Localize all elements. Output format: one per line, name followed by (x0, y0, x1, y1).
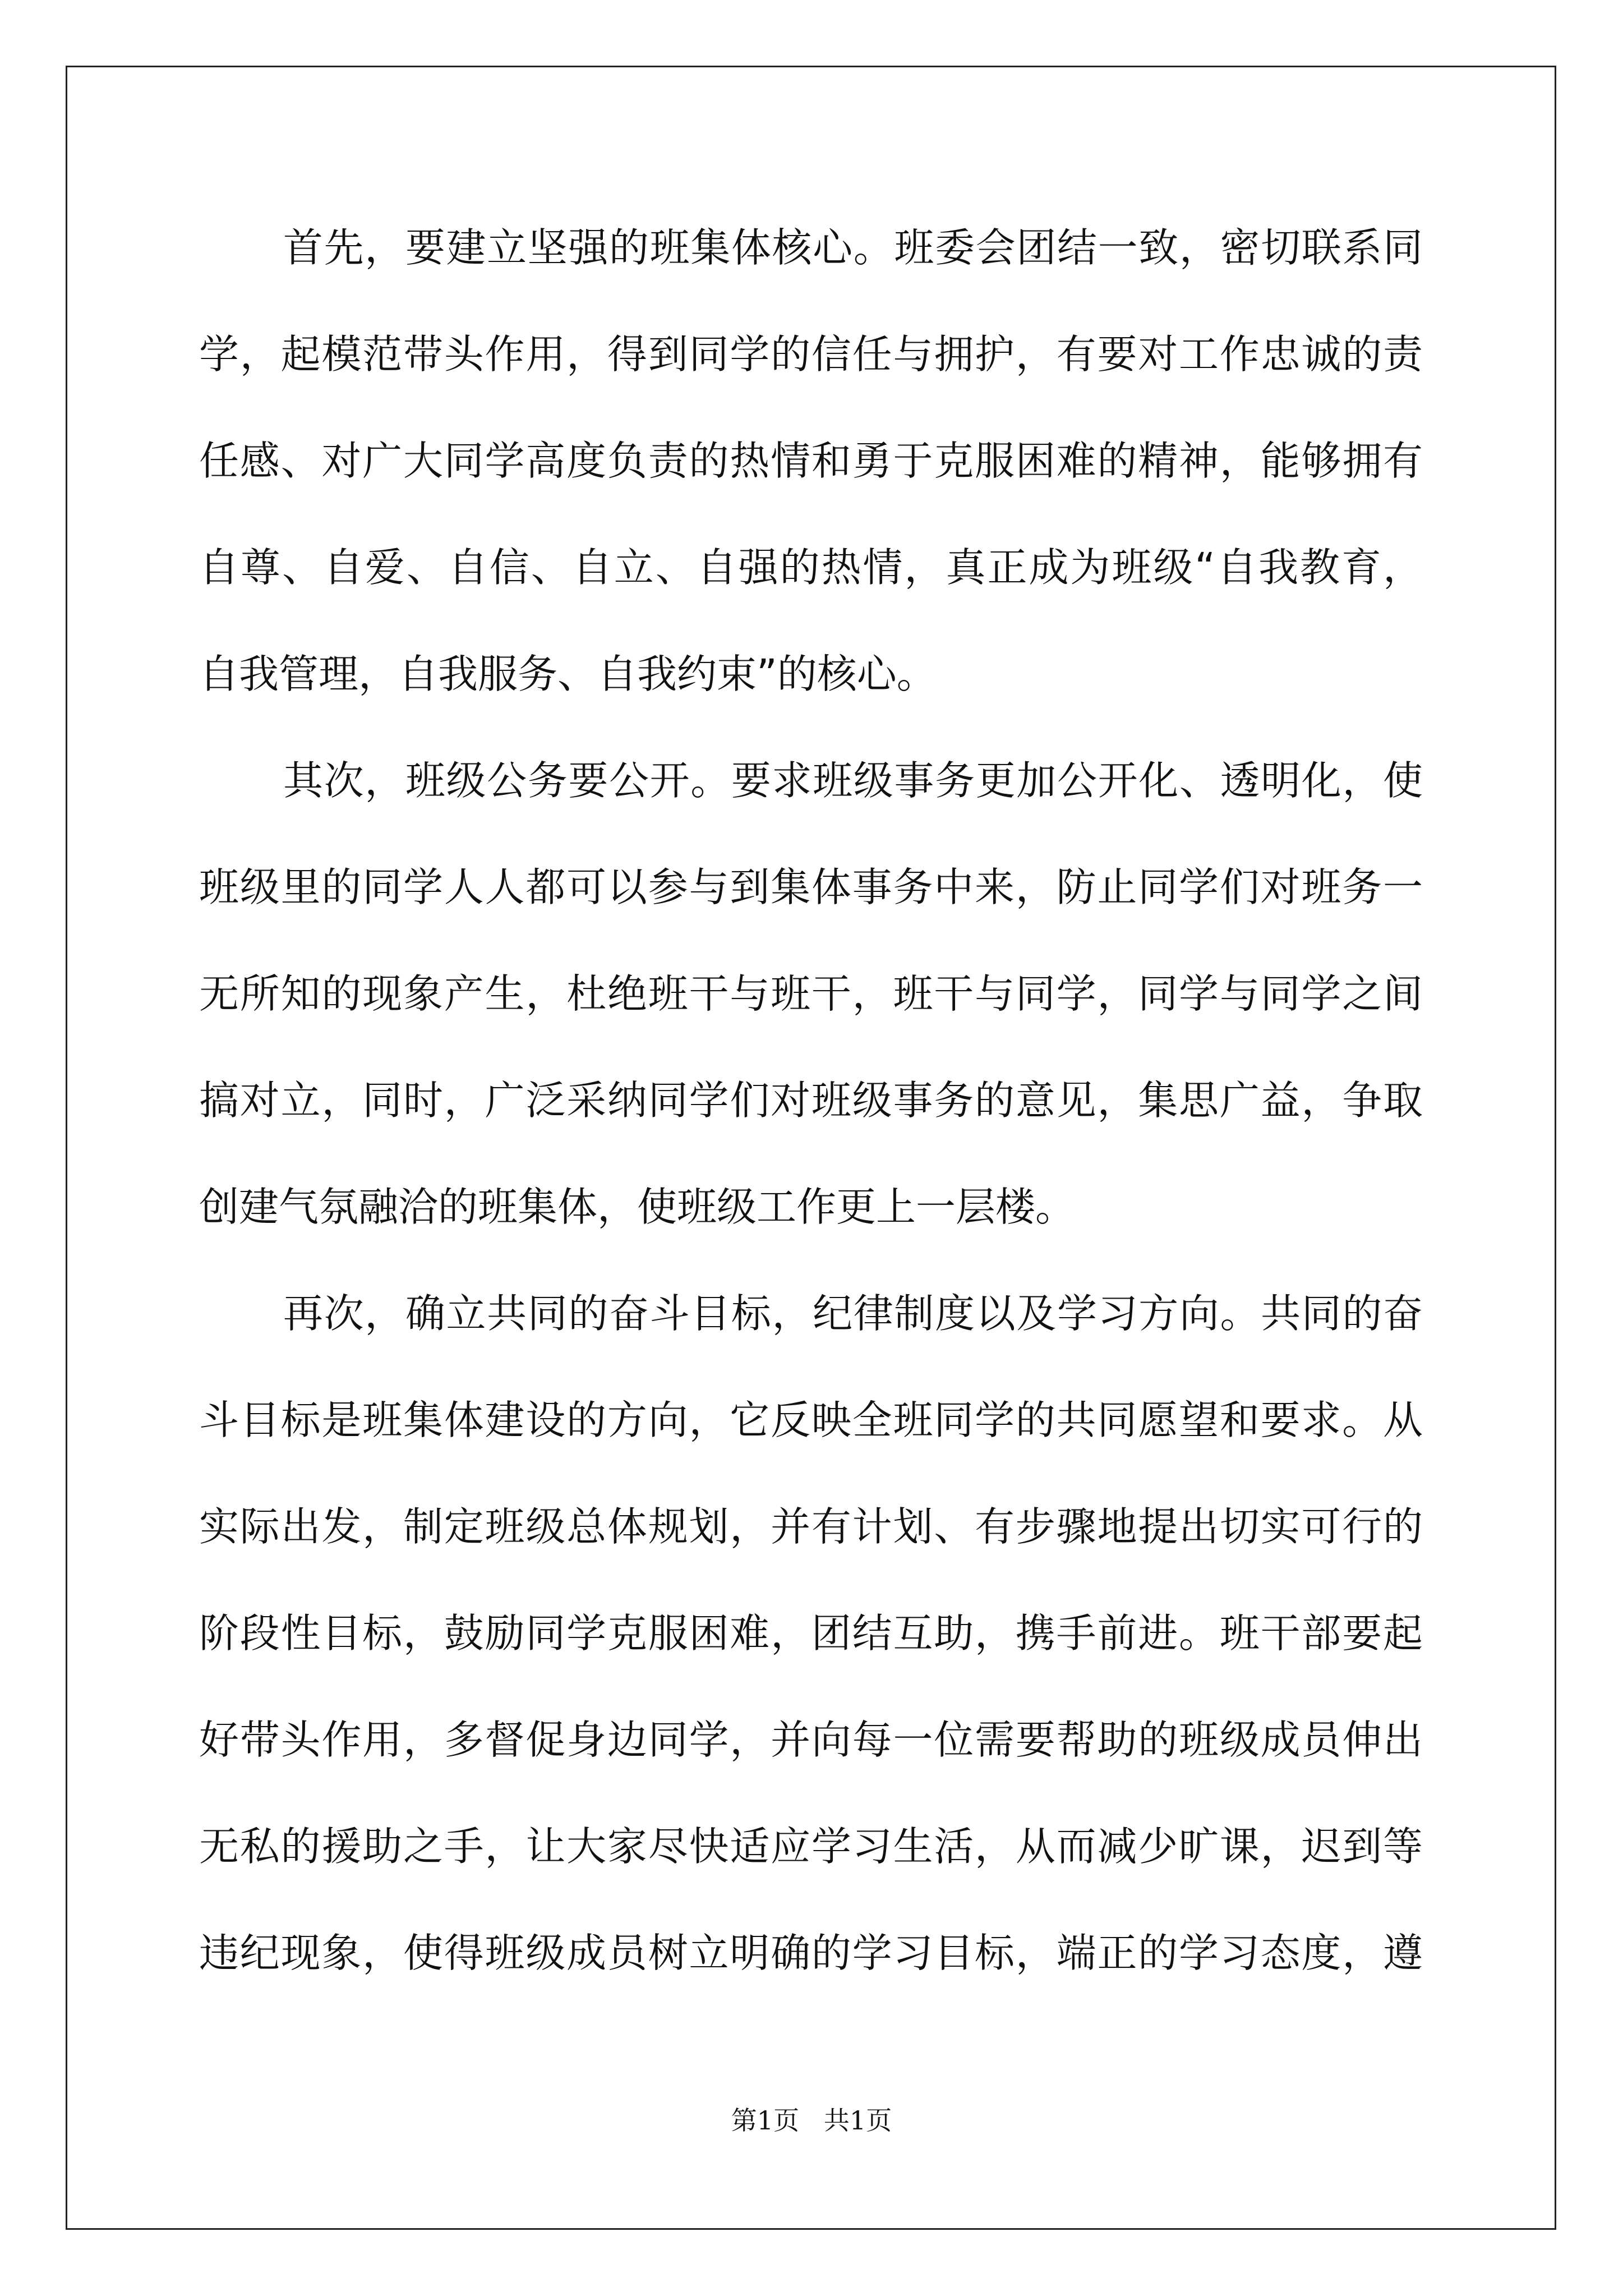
paragraph-1-line-1: 首先，要建立坚强的班集体核心。班委会团结一致，密切联系同 (283, 224, 1423, 271)
paragraph-2-line-3: 无所知的现象产生，杜绝班干与班干，班干与同学，同学与同学之间 (199, 970, 1423, 1017)
paragraph-3-line-6: 无私的援助之手，让大家尽快适应学习生活，从而减少旷课，迟到等 (199, 1823, 1423, 1870)
page-number-footer: 第1页 共1页 (731, 2105, 892, 2136)
paragraph-3-line-4: 阶段性目标，鼓励同学克服困难，团结互助，携手前进。班干部要起 (199, 1610, 1423, 1657)
paragraph-3-line-7: 违纪现象，使得班级成员树立明确的学习目标，端正的学习态度，遵 (199, 1930, 1423, 1976)
paragraph-1-line-2: 学，起模范带头作用，得到同学的信任与拥护，有要对工作忠诚的责 (199, 331, 1423, 378)
paragraph-2-line-4: 搞对立，同时，广泛采纳同学们对班级事务的意见，集思广益，争取 (199, 1077, 1423, 1124)
paragraph-3-line-1: 再次，确立共同的奋斗目标，纪律制度以及学习方向。共同的奋 (283, 1290, 1423, 1337)
page-border (66, 66, 1556, 2230)
paragraph-1-line-4: 自尊、自爱、自信、自立、自强的热情，真正成为班级“自我教育， (199, 544, 1423, 591)
paragraph-1-line-5: 自我管理，自我服务、自我约束”的核心。 (199, 651, 937, 697)
paragraph-2-line-5: 创建气氛融洽的班集体，使班级工作更上一层楼。 (199, 1184, 1076, 1230)
paragraph-3-line-2: 斗目标是班集体建设的方向，它反映全班同学的共同愿望和要求。从 (199, 1397, 1423, 1443)
paragraph-3-line-5: 好带头作用，多督促身边同学，并向每一位需要帮助的班级成员伸出 (199, 1717, 1423, 1763)
paragraph-1-line-3: 任感、对广大同学高度负责的热情和勇于克服困难的精神，能够拥有 (199, 438, 1423, 484)
paragraph-2-line-2: 班级里的同学人人都可以参与到集体事务中来，防止同学们对班务一 (199, 864, 1423, 910)
paragraph-2-line-1: 其次，班级公务要公开。要求班级事务更加公开化、透明化，使 (283, 757, 1423, 804)
paragraph-3-line-3: 实际出发，制定班级总体规划，并有计划、有步骤地提出切实可行的 (199, 1503, 1423, 1550)
